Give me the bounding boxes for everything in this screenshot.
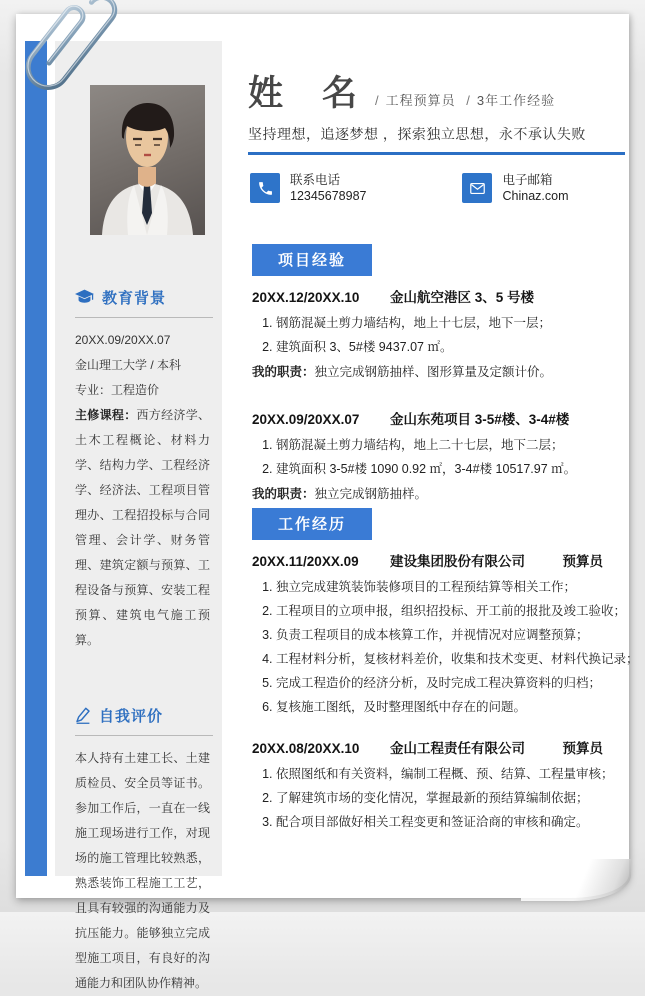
projects-section <box>252 244 625 506</box>
project-entry <box>252 286 625 384</box>
phone-contact <box>250 172 366 204</box>
sidebar <box>55 41 222 990</box>
project-duty <box>252 482 625 506</box>
email-label: 电子邮箱 <box>502 173 553 187</box>
education-divider <box>75 317 213 318</box>
self-evaluation-text: 本人持有土建工长、土建质检员、安全员等证书。参加工作后，一直在一线施工现场进行工作，对现场的施工管理比较熟悉，熟悉装饰工程施工工艺，且具有较强的沟通能力及抗压能力。能够独立完成型施工项目，有良好的沟通能力和团队协作精神。 <box>75 751 210 990</box>
graduation-cap-icon <box>75 289 94 306</box>
phone-label: 联系电话 <box>290 173 341 187</box>
experience-years: 3年工作经验 <box>476 93 556 108</box>
project-title: 金山航空港区 3、5 号楼 <box>390 290 535 305</box>
self-evaluation-heading <box>75 705 210 726</box>
education-heading-label: 教育背景 <box>102 290 167 307</box>
project-period: 20XX.12/20XX.10 <box>252 290 360 305</box>
projects-section-badge: 项目经验 <box>252 244 372 276</box>
name-row <box>248 66 555 116</box>
work-header <box>252 550 625 570</box>
work-period: 20XX.08/20XX.10 <box>252 741 360 756</box>
contact-info <box>250 172 568 204</box>
work-points <box>252 762 625 834</box>
resume-sheet <box>16 14 639 990</box>
envelope-icon <box>462 173 492 203</box>
duty-label: 我的职责： <box>252 365 315 379</box>
work-company: 金山工程责任有限公司 <box>390 741 525 756</box>
project-duty <box>252 360 625 384</box>
phone-text <box>290 172 366 204</box>
education-major: 专业：工程造价 <box>75 383 160 397</box>
name-subtitle <box>369 90 555 109</box>
project-points <box>252 433 625 481</box>
work-point: 1. 独立完成建筑装饰装修项目的工程预结算等相关工作； <box>276 575 625 599</box>
slash-separator: / <box>466 93 471 108</box>
self-evaluation-section <box>75 705 210 996</box>
project-header <box>252 408 625 428</box>
slash-separator: / <box>375 93 380 108</box>
project-point: 1. 钢筋混凝土剪力墙结构，地上十七层，地下一层； <box>276 311 625 335</box>
work-point: 1. 依照图纸和有关资料，编制工程概、预、结算、工程量审核； <box>276 762 625 786</box>
project-points <box>252 311 625 359</box>
paperclip-icon <box>6 0 126 126</box>
work-point: 2. 工程项目的立项申报，组织招投标、开工前的报批及竣工验收； <box>276 599 625 623</box>
project-entry <box>252 408 625 506</box>
phone-value: 12345678987 <box>290 189 367 203</box>
work-header <box>252 737 625 757</box>
email-text <box>502 172 568 204</box>
work-role: 预算员 <box>562 554 603 569</box>
education-school: 金山理工大学 / 本科 <box>75 358 182 372</box>
email-contact <box>462 172 568 204</box>
work-entry <box>252 737 625 834</box>
duty-text: 独立完成钢筋抽样。 <box>314 487 428 501</box>
work-company: 建设集团股份有限公司 <box>390 554 525 569</box>
duty-text: 独立完成钢筋抽样、图形算量及定额计价。 <box>314 365 553 379</box>
courses-text: 西方经济学、土木工程概论、材料力学、结构力学、工程经济学、经济法、工程项目管理办、工程招投标与合同管理、会计学、财务管理、建筑定额与预算、工程设备与预算、安装工程预算、建筑电气施工预算。 <box>75 408 210 647</box>
work-point: 2. 了解建筑市场的变化情况，掌握最新的预结算编制依据； <box>276 786 625 810</box>
courses-label: 主修课程： <box>75 408 137 422</box>
personal-motto: 坚持理想，追逐梦想 ，探索独立思想，永不承认失败 <box>248 126 586 142</box>
project-period: 20XX.09/20XX.07 <box>252 412 360 427</box>
email-value: Chinaz.com <box>502 189 569 203</box>
candidate-name: 姓 名 <box>248 74 360 113</box>
education-period: 20XX.09/20XX.07 <box>75 333 171 347</box>
project-point: 2. 建筑面积 3-5#楼 1090 0.92 ㎡，3-4#楼 10517.97 ㎡。 <box>276 457 625 481</box>
duty-label: 我的职责： <box>252 487 315 501</box>
education-section <box>75 287 210 653</box>
self-evaluation-divider <box>75 735 213 736</box>
work-section <box>252 508 639 834</box>
project-header <box>252 286 625 306</box>
work-point: 4. 工程材料分析，复核材料差价，收集和技术变更、材料代换记录； <box>276 647 625 671</box>
education-courses <box>75 403 210 653</box>
work-point: 3. 配合项目部做好相关工程变更和签证洽商的审核和确定。 <box>276 810 625 834</box>
education-heading <box>75 287 210 308</box>
phone-icon <box>250 173 280 203</box>
work-section-badge: 工作经历 <box>252 508 372 540</box>
project-point: 2. 建筑面积 3、5#楼 9437.07 ㎡。 <box>276 335 625 359</box>
work-point: 3. 负责工程项目的成本核算工作，并视情况对应调整预算； <box>276 623 625 647</box>
work-points <box>252 575 639 719</box>
project-point: 1. 钢筋混凝土剪力墙结构，地上二十七层，地下二层； <box>276 433 625 457</box>
work-point: 5. 完成工程造价的经济分析，及时完成工程决算资料的归档； <box>276 671 625 695</box>
project-title: 金山东苑项目 3-5#楼、3-4#楼 <box>390 412 570 427</box>
work-period: 20XX.11/20XX.09 <box>252 554 359 569</box>
self-evaluation-heading-label: 自我评价 <box>99 708 164 725</box>
pen-icon <box>75 707 91 724</box>
sidebar-accent-stripe <box>25 41 47 876</box>
header-divider <box>248 152 625 155</box>
work-point: 6. 复核施工图纸，及时整理图纸中存在的问题。 <box>276 695 625 719</box>
main-column <box>248 14 639 898</box>
work-role: 预算员 <box>562 741 603 756</box>
work-entry <box>252 550 639 719</box>
job-title: 工程预算员 <box>385 93 456 108</box>
